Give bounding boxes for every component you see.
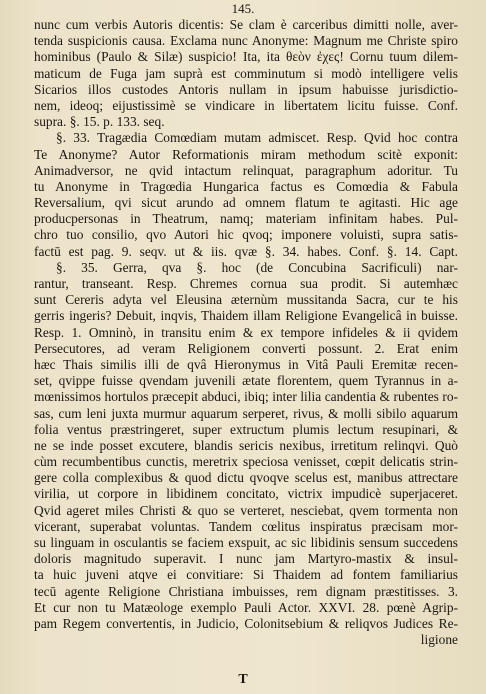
text-line: hominibus (Paulo & Silæ) suspicio! Ita, ita θεὸν ἐχες! Cornu tuum dilem- (34, 49, 458, 65)
text-line: cùm recumbentibus cunctis, meretrix speciosa venisset, cœpit delicatis strin- (34, 454, 458, 470)
text-line: maticum de Fuga jam suprà est comminutum si modò intelligere velis (34, 65, 458, 81)
text-line: chro tuo consilio, qvo Autori hic qvoq; imponere voluisti, supra satis- (34, 227, 458, 243)
text-line: Resp. 1. Omninò, in transitu enim & ex tempore infideles & ii qvidem (34, 324, 458, 340)
catchword: ligione (420, 632, 458, 648)
signature-mark: T (238, 672, 248, 687)
text-line: virilia, ut corpore in libidinem concitato, victrix impudicè superjaceret. (34, 486, 458, 502)
text-line: Sicarios illos custodes Antoris nullam in ipsum habuisse jurisdictio- (34, 81, 458, 97)
text-line: Animadversor, ne qvid intactum relinquat, paragraphum adoritur. Tu (34, 162, 458, 178)
text-line: Et cur non tu Matæologe exemplo Pauli Actor. XXVI. 28. pœnè Agrip- (34, 599, 458, 615)
text-line: su linguam in osculantis se faciem exspuit, ac sic libidinis sensum succedens (34, 535, 458, 550)
text-line: gere colla complexibus & quod dictu qvoqve scelus est, manibus attrectare (34, 470, 458, 486)
text-line: ta huic juveni atqve ei convitiare: Si Thaidem ad fontem familiarius (34, 567, 458, 583)
text-line: Persecutores, ad veram Religionem converti possunt. 2. Erat enim (34, 340, 458, 356)
text-line: sas, cum leni juxta murmur aquarum serperet, rivus, & molli sibilo aquarum (34, 405, 458, 421)
text-line: producpersonas in Theatrum, namq; materiam infinitam habes. Pul- (34, 211, 458, 227)
paragraph-start-35: §. 35. Gerra, qva §. hoc (de Concubina Sacrificuli) nar- (56, 259, 458, 275)
text-line: tecū agente Religione Christiana imbuisses, rem dignam præstitisses. 3. (34, 583, 458, 599)
text-line: nunc cum verbis Autoris dicentis: Se clam è carceribus dimitti nolle, aver- (34, 17, 458, 32)
text-line: tu Anonyme in Tragœdia Hungarica factus es Comœdia & Fabula (34, 178, 458, 194)
text-line: mœnissimos hortulos præcepit abduci, ibiq; inter lilia candentia & rubentes ro- (34, 389, 458, 405)
text-line: folia ventus præstringeret, super extructum plumis lectum resupinari, & (34, 421, 458, 437)
text-line: doloris magnitudo superavit. I nunc jam Martyro-mastix & insul- (34, 551, 458, 567)
text-line: pam Regem convertentis, in Judicio, Colonitsebium & reliqvos Judices Re- (34, 615, 458, 631)
text-line: hæc Thais similis illi de qvâ Hieronymus in Vitâ Pauli Eremitæ recen- (34, 356, 458, 372)
text-line: sunt Cereris adyta vel Eleusina æternùm mussitanda Sacra, cur te his (34, 292, 458, 308)
text-line: Reversalium, qvi sicut arundo ad omnem flatum te agitasti. Hic age (34, 195, 458, 211)
text-line: Qvid ageret miles Christi & quo se verteret, nesciebat, qvem tormenta non (34, 502, 458, 518)
text-line: vicerant, superabat voluntas. Tandem cœlitus inspiratus præcisam mor- (34, 518, 458, 534)
text-line: factū est pag. 9. seqv. ut & iis. qvæ §. 34. habes. Conf. §. 14. Capt. (34, 243, 458, 259)
text-line: supra. §. 15. p. 133. seq. (34, 114, 165, 130)
paragraph-start-33: §. 33. Tragædia Comœdiam mutam admiscet. Resp. Qvid hoc contra (56, 130, 458, 146)
text-line: tenda suspicionis causa. Exclama nunc Anonyme: Magnum me Christe spiro (34, 33, 458, 49)
text-body (34, 17, 458, 648)
text-line: gerris ingeris? Debuit, inqvis, Thaidem illam Religione Evangelicâ in buisse. (34, 308, 458, 324)
text-line: set, qvippe fuisse qvendam juvenili ætate florentem, quem Tyrannus in a- (34, 373, 458, 389)
text-line: ne se inde posset excutere, blandis sericis nexibus, irretitum relinqvi. Quò (34, 437, 458, 453)
page-number: 145. (231, 1, 255, 16)
text-line: nem, ideoq; eijustissimè se vindicare in libertatem licitu fuisse. Conf. (34, 97, 458, 113)
text-line: Te Anonyme? Autor Reformationis miram methodum scitè exponit: (34, 146, 458, 162)
text-line: rantur, transeant. Resp. Chremes cornua sua prodit. Si autemhæc (34, 276, 458, 291)
